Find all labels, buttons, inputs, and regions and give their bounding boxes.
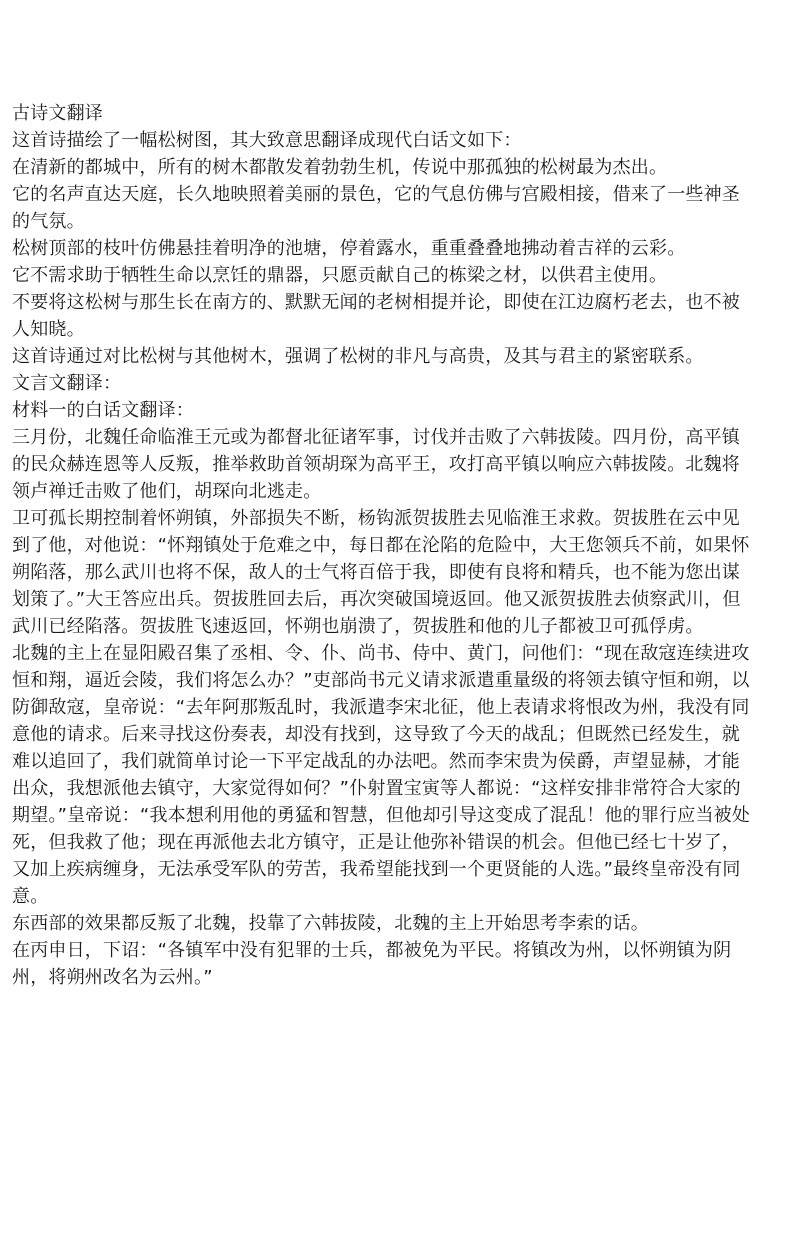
paragraph: 松树顶部的枝叶仿佛悬挂着明净的池塘，停着露水，重重叠叠地拂动着吉祥的云彩。 [12,238,686,259]
paragraph: 东西部的效果都反叛了北魏，投靠了六韩拔陵，北魏的主上开始思考李索的话。 [12,913,649,934]
paragraph: 三月份，北魏任命临淮王元或为都督北征诸军事，讨伐并击败了六韩拔陵。四月份，高平镇的民众赫连恩等人反叛，推举救助首领胡琛为高平王，攻打高平镇以响应六韩拔陵。北魏将领卢禅迁击败了他们，胡琛向北逃走。 [12,427,740,502]
paragraph: 这首诗描绘了一幅松树图，其大致意思翻译成现代白话文如下： [12,130,522,151]
subheading-material-one: 材料一的白话文翻译： [12,400,194,421]
paragraph: 在丙申日，下诏：“各镇军中没有犯罪的士兵，都被免为平民。将镇改为州，以怀朔镇为阴州，将朔州改名为云州。” [12,940,732,988]
paragraph: 不要将这松树与那生长在南方的、默默无闻的老树相提并论，即使在江边腐朽老去，也不被人知晓。 [12,292,740,340]
paragraph: 它的名声直达天庭，长久地映照着美丽的景色，它的气息仿佛与宫殿相接，借来了一些神圣的气氛。 [12,184,740,232]
paragraph: 这首诗通过对比松树与其他树木，强调了松树的非凡与高贵，及其与君主的紧密联系。 [12,346,704,367]
section-heading-poem: 古诗文翻译 [12,103,103,124]
document-body [12,100,752,991]
paragraph: 卫可孤长期控制着怀朔镇，外部损失不断，杨钩派贺拔胜去见临淮王求救。贺拔胜在云中见到了他，对他说：“怀翔镇处于危难之中，每日都在沦陷的危险中，大王您领兵不前，如果怀朔陷落，那么武川也将不保，敌人的士气将百倍于我，即使有良将和精兵，也不能为您出谋划策了。”大王答应出兵。贺拔胜回去后，再次突破国境返回。他又派贺拔胜去侦察武川，但武川已经陷落。贺拔胜飞速返回，怀朔也崩溃了，贺拔胜和他的儿子都被卫可孤俘虏。 [12,508,750,637]
section-heading-prose: 文言文翻译： [12,373,122,394]
paragraph: 它不需求助于牺牲生命以烹饪的鼎器，只愿贡献自己的栋梁之材，以供君主使用。 [12,265,668,286]
paragraph: 北魏的主上在显阳殿召集了丞相、令、仆、尚书、侍中、黄门，问他们：“现在敌寇连续进攻恒和翔，逼近会陵，我们将怎么办？”吏部尚书元义请求派遣重量级的将领去镇守恒和朔，以防御敌寇，皇帝说：“去年阿那叛乱时，我派遣李宋北征，他上表请求将恨改为州，我没有同意他的请求。后来寻找这份奏表，却没有找到，这导致了今天的战乱；但既然已经发生，就难以追回了，我们就简单讨论一下平定战乱的办法吧。然而李宋贵为侯爵，声望显赫，才能出众，我想派他去镇守，大家觉得如何？”仆射置宝寅等人都说：“这样安排非常符合大家的期望。”皇帝说：“我本想利用他的勇猛和智慧，但他却引导这变成了混乱！他的罪行应当被处死，但我救了他；现在再派他去北方镇守，正是让他弥补错误的机会。但他已经七十岁了，又加上疾病缠身，无法承受军队的劳苦，我希望能找到一个更贤能的人选。”最终皇帝没有同意。 [12,643,751,907]
paragraph: 在清新的都城中，所有的树木都散发着勃勃生机，传说中那孤独的松树最为杰出。 [12,157,668,178]
